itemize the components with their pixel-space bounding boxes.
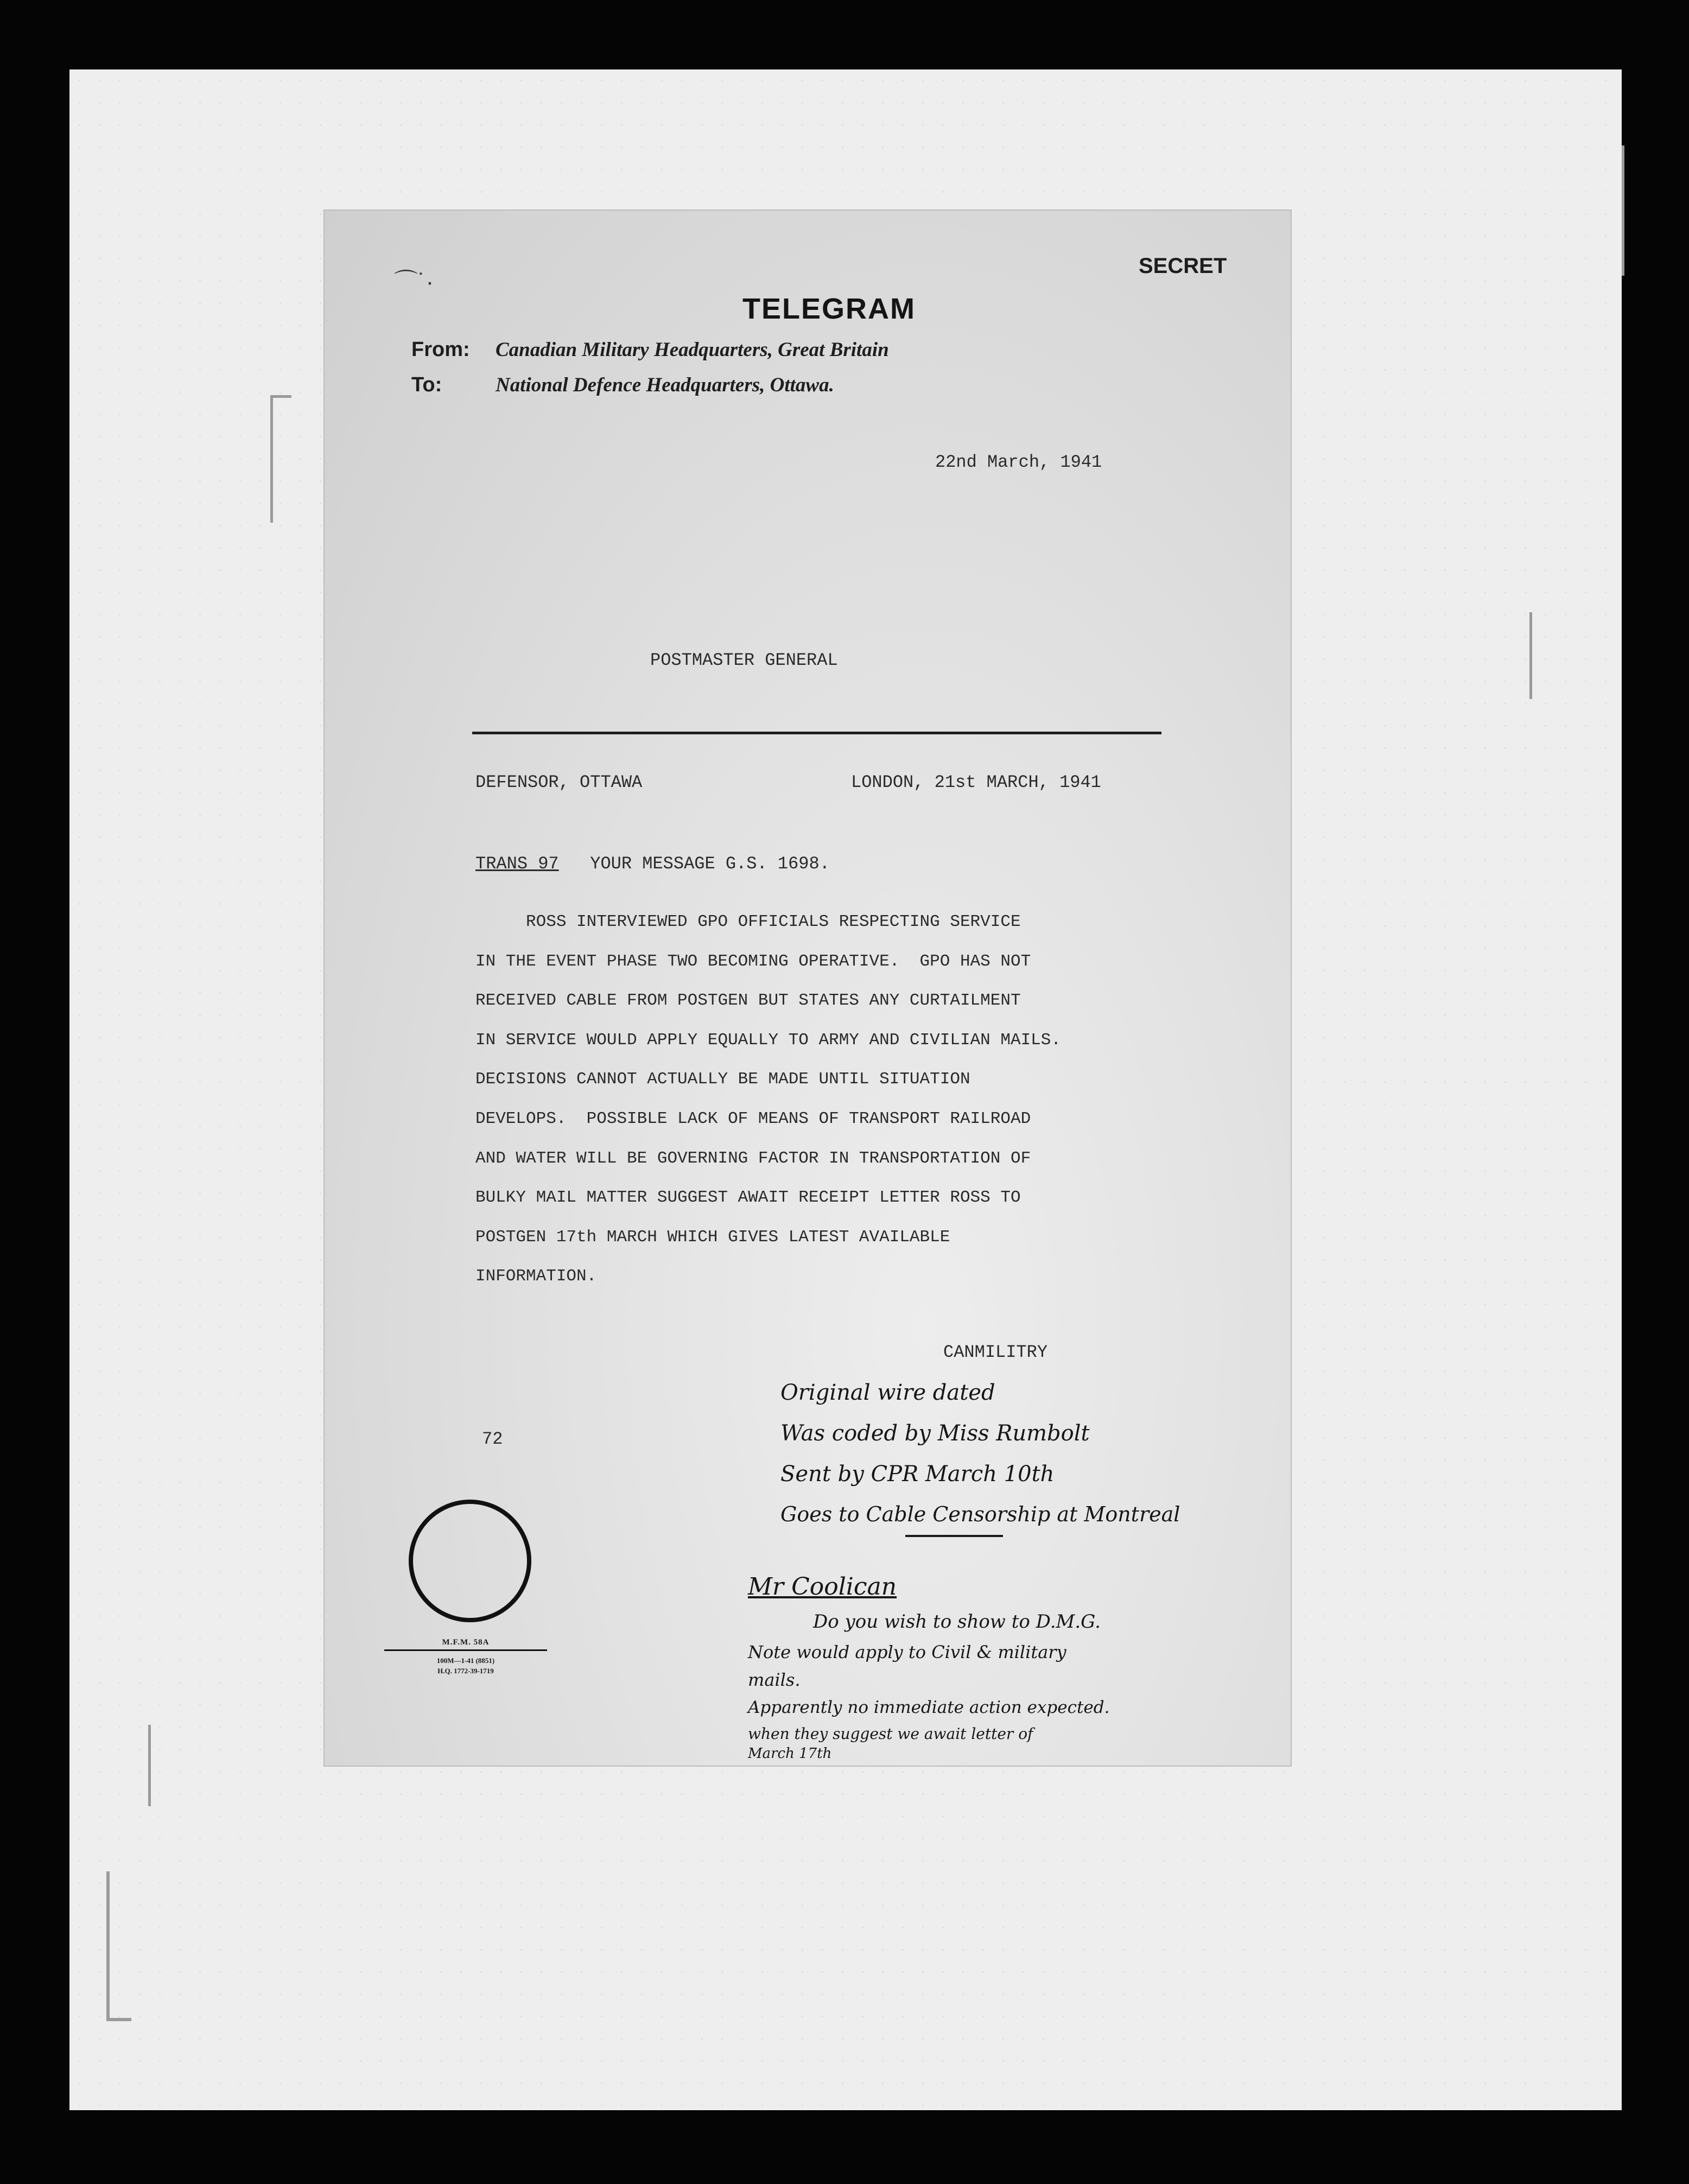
divider-rule <box>472 732 1161 734</box>
handwritten-line: Was coded by Miss Rumbolt <box>780 1421 1090 1446</box>
to-value: National Defence Headquarters, Ottawa. <box>496 374 834 396</box>
origin-line: LONDON, 21st MARCH, 1941 <box>851 772 1101 792</box>
handwritten-line: Original wire dated <box>780 1380 995 1405</box>
frame-edge-mark <box>148 1725 165 1806</box>
body-line: IN SERVICE WOULD APPLY EQUALLY TO ARMY AND CIVILIAN MAILS. <box>475 1030 1061 1050</box>
frame-corner-mark <box>270 395 291 523</box>
page-number: 72 <box>482 1429 503 1449</box>
frame-corner-mark <box>106 1871 131 2021</box>
signature-block: CANMILITRY <box>943 1342 1048 1362</box>
body-line: INFORMATION. <box>475 1267 597 1286</box>
body-line: BULKY MAIL MATTER SUGGEST AWAIT RECEIPT LETTER ROSS TO <box>475 1188 1021 1208</box>
handwritten-line: Sent by CPR March 10th <box>780 1462 1055 1487</box>
body-line: DEVELOPS. POSSIBLE LACK OF MEANS OF TRANSPORT RAILROAD <box>475 1109 1031 1128</box>
message-body <box>475 903 1181 1297</box>
handwritten-line: Do you wish to show to D.M.G. <box>813 1611 1101 1633</box>
message-reference: YOUR MESSAGE G.S. 1698. <box>590 854 830 874</box>
reference-line <box>475 854 830 874</box>
form-id: M.F.M. 58A <box>384 1638 547 1651</box>
body-line: DECISIONS CANNOT ACTUALLY BE MADE UNTIL SITUATION <box>475 1070 970 1089</box>
stamp-circle <box>409 1500 531 1622</box>
telegram-sheet <box>325 211 1291 1766</box>
from-label: From: <box>411 338 470 361</box>
handwritten-line: Apparently no immediate action expected. <box>748 1698 1110 1717</box>
document-title: TELEGRAM <box>742 293 916 325</box>
trans-reference: TRANS 97 <box>475 854 559 874</box>
frame-edge-mark <box>1529 612 1538 699</box>
classification-label: SECRET <box>1139 254 1227 278</box>
handwritten-heading: Mr Coolican <box>748 1573 897 1601</box>
print-line: 100M—1-41 (8851) <box>436 1656 495 1665</box>
from-value: Canadian Military Headquarters, Great Britain <box>496 339 889 361</box>
handwritten-line: Note would apply to Civil & military <box>748 1642 1066 1662</box>
frame-edge-mark <box>1622 145 1629 276</box>
handwritten-line: mails. <box>748 1669 801 1690</box>
body-line: ROSS INTERVIEWED GPO OFFICIALS RESPECTING SERVICE <box>475 912 1021 931</box>
telegram-date: 22nd March, 1941 <box>935 452 1102 472</box>
sender-address: DEFENSOR, OTTAWA <box>475 772 643 792</box>
addressee: POSTMASTER GENERAL <box>650 650 838 670</box>
handwritten-underline <box>905 1535 1003 1537</box>
body-line: RECEIVED CABLE FROM POSTGEN BUT STATES ANY CURTAILMENT <box>475 991 1021 1011</box>
body-line: IN THE EVENT PHASE TWO BECOMING OPERATIVE. GPO HAS NOT <box>475 951 1031 971</box>
to-label: To: <box>411 373 442 396</box>
body-line: AND WATER WILL BE GOVERNING FACTOR IN TRANSPORTATION OF <box>475 1148 1031 1168</box>
handwritten-line: when they suggest we await letter of <box>748 1725 1033 1743</box>
body-line: POSTGEN 17th MARCH WHICH GIVES LATEST AVAILABLE <box>475 1227 950 1247</box>
handwritten-line: Goes to Cable Censorship at Montreal <box>780 1502 1180 1526</box>
print-line: H.Q. 1772-39-1719 <box>437 1667 494 1675</box>
handwritten-line: March 17th <box>748 1745 832 1762</box>
form-stamp <box>384 1638 547 1676</box>
ink-smudge: ⌒˙· <box>394 269 434 295</box>
